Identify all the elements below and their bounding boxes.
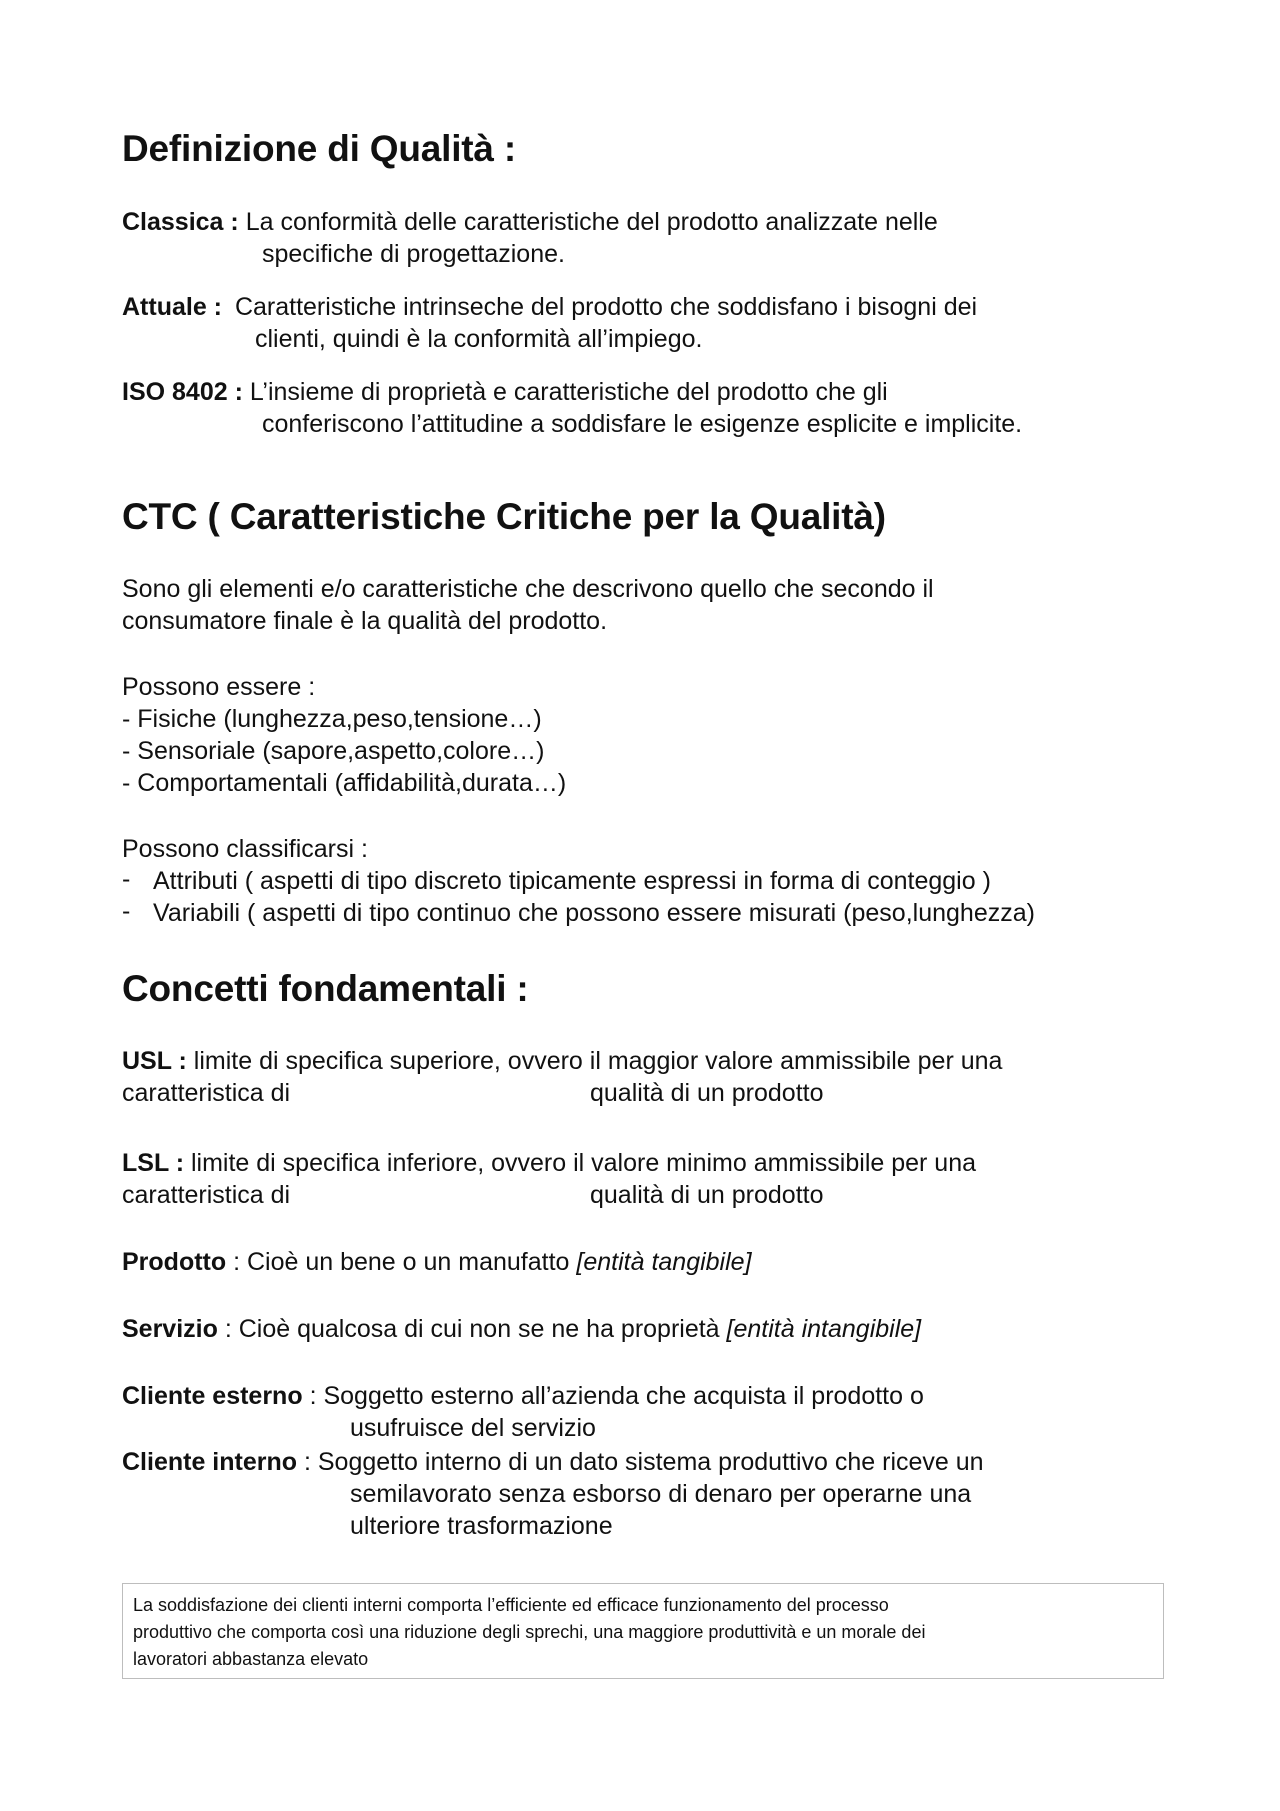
lsl-line2b: qualità di un prodotto — [590, 1181, 824, 1209]
prodotto-text: : Cioè un bene o un manufatto — [226, 1248, 577, 1276]
cliente-esterno-definition — [122, 1380, 924, 1412]
types-heading: Possono essere : — [122, 673, 316, 701]
list-item: Attributi ( aspetti di tipo discreto tipicamente espressi in forma di conteggio ) — [153, 867, 991, 895]
heading-ctc: CTC ( Caratteristiche Critiche per la Qualità) — [122, 496, 886, 537]
callout-line1: La soddisfazione dei clienti interni comporta l’efficiente ed efficace funzionamento del processo — [133, 1595, 889, 1615]
term-usl: USL : — [122, 1047, 187, 1075]
definition-iso8402-line2: conferiscono l’attitudine a soddisfare le esigenze esplicite e implicite. — [262, 410, 1023, 438]
servizio-note: [entità intangibile] — [726, 1315, 922, 1343]
ctc-intro-line1: Sono gli elementi e/o caratteristiche che descrivono quello che secondo il — [122, 575, 934, 603]
class-heading: Possono classificarsi : — [122, 835, 368, 863]
usl-definition — [122, 1045, 1002, 1077]
definition-iso8402 — [122, 376, 888, 408]
term-cliente-interno: Cliente interno — [122, 1448, 298, 1476]
servizio-definition — [122, 1313, 921, 1345]
lsl-line1: limite di specifica inferiore, ovvero il valore minimo ammissibile per una — [191, 1149, 977, 1177]
cliente-esterno-line2: usufruisce del servizio — [350, 1414, 596, 1442]
term-prodotto: Prodotto — [122, 1248, 227, 1276]
definition-attuale-line2: clienti, quindi è la conformità all’impiego. — [255, 325, 703, 353]
cliente-interno-definition — [122, 1446, 984, 1478]
definition-attuale — [122, 291, 977, 323]
list-item: Variabili ( aspetti di tipo continuo che possono essere misurati (peso,lunghezza) — [153, 899, 1035, 927]
term-iso8402: ISO 8402 : — [122, 378, 243, 406]
prodotto-definition — [122, 1246, 752, 1278]
usl-line2a: caratteristica di — [122, 1079, 291, 1107]
ctc-intro-line2: consumatore finale è la qualità del prodotto. — [122, 607, 608, 635]
definition-classica — [122, 206, 938, 238]
term-servizio: Servizio — [122, 1315, 218, 1343]
callout-line2: produttivo che comporta così una riduzione degli sprechi, una maggiore produttività e un morale dei — [133, 1622, 926, 1642]
prodotto-note: [entità tangibile] — [576, 1248, 752, 1276]
cliente-interno-line2: semilavorato senza esborso di denaro per operarne una — [350, 1480, 972, 1508]
list-item: - Comportamentali (affidabilità,durata…) — [122, 769, 567, 797]
cliente-esterno-colon: : — [309, 1382, 317, 1410]
servizio-text: : Cioè qualcosa di cui non se ne ha proprietà — [217, 1315, 727, 1343]
callout-line3: lavoratori abbastanza elevato — [133, 1649, 369, 1669]
bullet-dash: - — [122, 897, 131, 925]
term-classica: Classica : — [122, 208, 239, 236]
callout-box — [122, 1583, 1164, 1679]
definition-classica-line2: specifiche di progettazione. — [262, 240, 565, 268]
term-attuale: Attuale : — [122, 293, 222, 321]
cliente-esterno-line1: Soggetto esterno all’azienda che acquista il prodotto o — [323, 1382, 924, 1410]
term-lsl: LSL : — [122, 1149, 185, 1177]
term-cliente-esterno: Cliente esterno — [122, 1382, 303, 1410]
cliente-interno-line1: Soggetto interno di un dato sistema produttivo che riceve un — [317, 1448, 984, 1476]
lsl-definition — [122, 1147, 976, 1179]
list-item: - Sensoriale (sapore,aspetto,colore…) — [122, 737, 545, 765]
heading-definizione-qualita: Definizione di Qualità : — [122, 128, 516, 169]
bullet-dash: - — [122, 865, 131, 893]
cliente-interno-colon: : — [303, 1448, 311, 1476]
usl-line1: limite di specifica superiore, ovvero il maggior valore ammissibile per una — [193, 1047, 1003, 1075]
definition-classica-line1: La conformità delle caratteristiche del prodotto analizzate nelle — [245, 208, 938, 236]
definition-iso8402-line1: L’insieme di proprietà e caratteristiche del prodotto che gli — [249, 378, 888, 406]
cliente-interno-line3: ulteriore trasformazione — [350, 1512, 613, 1540]
list-item: - Fisiche (lunghezza,peso,tensione…) — [122, 705, 542, 733]
lsl-line2a: caratteristica di — [122, 1181, 291, 1209]
heading-concetti-fondamentali: Concetti fondamentali : — [122, 968, 529, 1009]
usl-line2b: qualità di un prodotto — [590, 1079, 824, 1107]
definition-attuale-line1: Caratteristiche intrinseche del prodotto che soddisfano i bisogni dei — [234, 293, 978, 321]
